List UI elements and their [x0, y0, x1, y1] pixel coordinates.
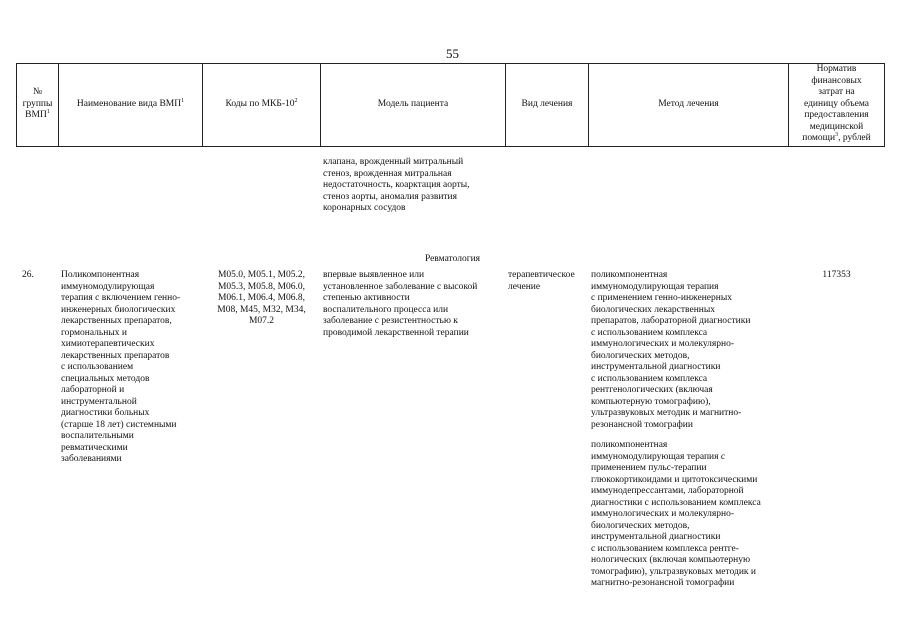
continuation-text: клапана, врожденный митральный стеноз, врожденная митральная недостаточность, коарктация аорты, стеноз аорты, аномалия развития коронарных сосудов [323, 157, 470, 213]
treatment-type: терапевтическое лечение [508, 270, 575, 292]
header-treatment-type: Вид лечения [521, 98, 573, 109]
header-divider [884, 63, 885, 146]
header-patient-model: Модель пациента [377, 98, 449, 109]
section-title: Ревматология [424, 254, 481, 264]
patient-model: впервые выявленное или установленное заболевание с высокой степенью активности воспалительного процесса или заболевание с резистентностью к проводимой лекарственной терапии [323, 270, 478, 338]
icd-codes: M05.0, M05.1, M05.2, M05.3, M05.8, M06.0, M06.1, M06.4, M06.8, M08, M45, M32, M34, M07.2 [217, 270, 306, 326]
cost-value: 117353 [822, 270, 851, 280]
row-number: 26. [22, 270, 34, 280]
header-icd-codes: Коды по МКБ-$10^2$ [225, 97, 298, 109]
header-treatment-method: Метод лечения [658, 98, 719, 109]
header-cost-standard: Норматив финансовых затрат на единицу объема предоставления медицинской помощи$^3$, рублей [802, 64, 871, 144]
header-bottom-border [16, 146, 885, 147]
header-group-number: № группы ВМП$^1$ [22, 87, 53, 121]
treatment-method-1: поликомпонентная иммуномодулирующая терапия с применением генно-инженерных биологических лекарственных препаратов, лабораторной диагностики с использованием комплекса иммунологических и молекулярно- биологических методов, инструментальной диагностики с использованием комплекса рентгенологических (включая компьютерную томографию), ультразвуковых методик и магнитно- резонансной томографии [591, 270, 751, 430]
vmp-name: Поликомпонентная иммуномодулирующая терапия с включением генно- инженерных биологических лекарственных препаратов, гормональных и химиотерапевтических лекарственных препаратов с использованием специальных методов лабораторной и инструментальной диагностики больных (старше 18 лет) системными воспалительными ревматическими заболеваниями [61, 270, 181, 464]
header-vmp-name: Наименование вида ВМП$^1$ [76, 97, 185, 109]
page-number: 55 [446, 46, 459, 61]
treatment-method-2: поликомпонентная иммуномодулирующая терапия с применением пульс-терапии глюкокортикоидами и цитотоксическими иммунодепрессантами, лабораторной диагностики с использованием комплекса иммунологических и молекулярно- биологических методов, инструментальной диагностики с использованием комплекса рентге- нологических (включая компьютерную томографию), ультразвуковых методик и магнитно-резонансной томографии [591, 440, 761, 588]
